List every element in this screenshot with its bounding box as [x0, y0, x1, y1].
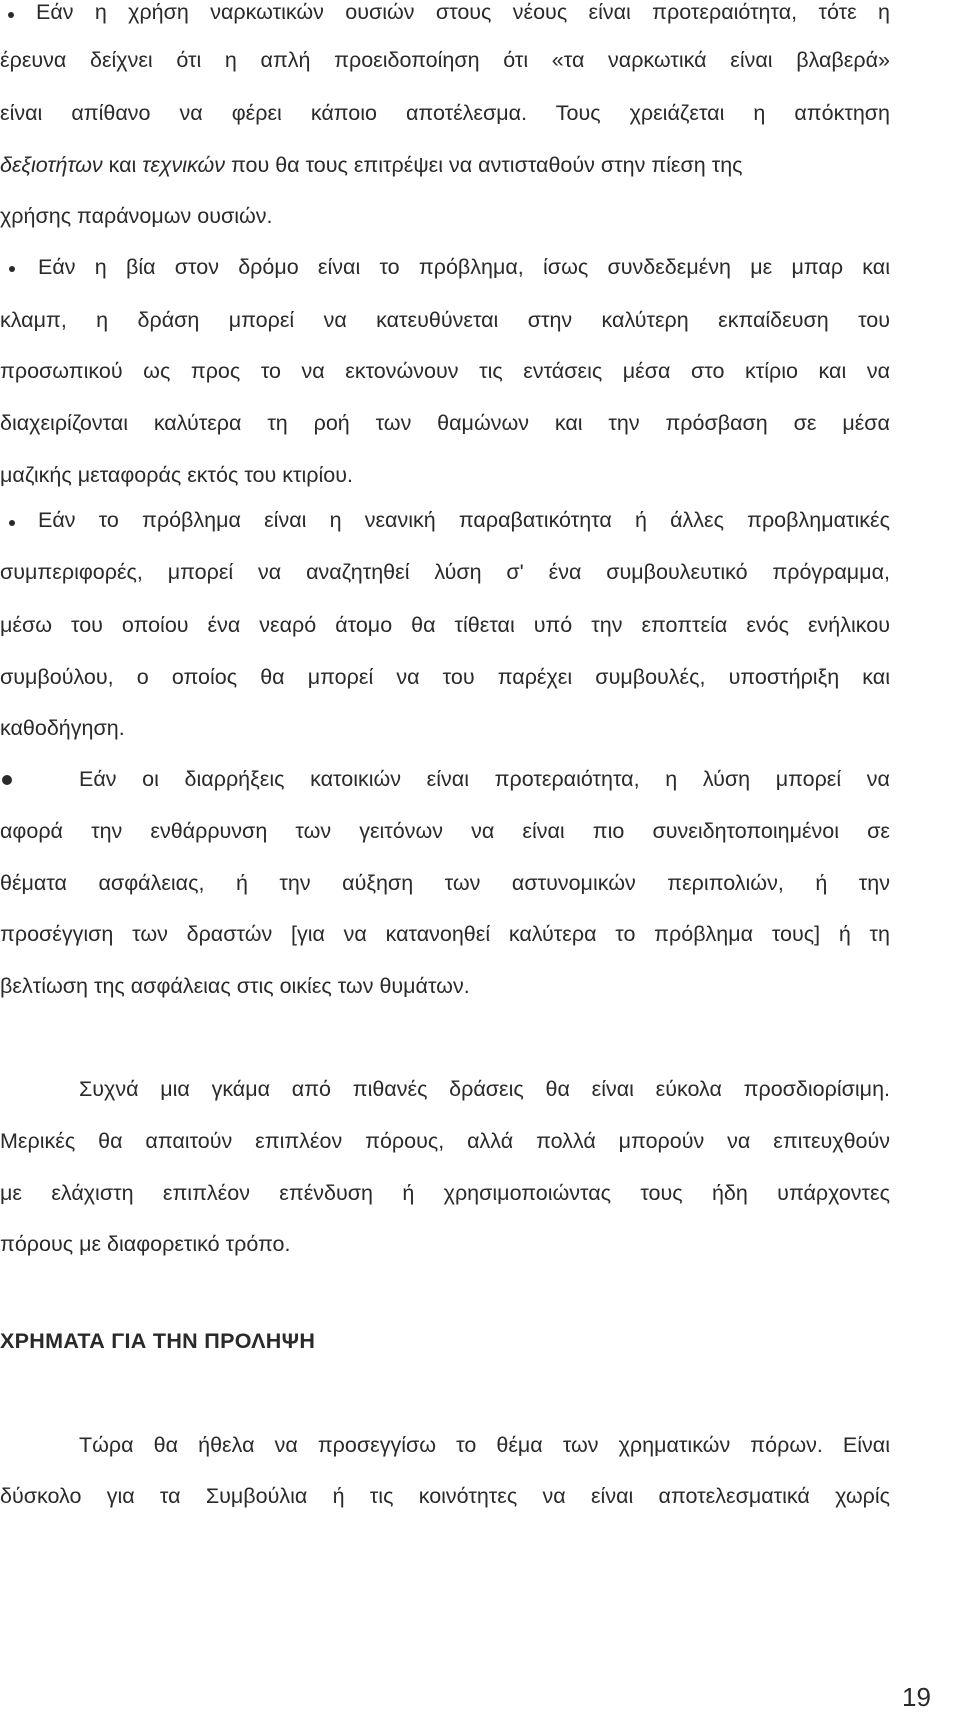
emphasis-text: δεξιοτήτων	[0, 153, 103, 177]
text-line: Εάν η χρήση ναρκωτικών ουσιών στους νέους είναι προτεραιότητα, τότε η	[36, 0, 890, 24]
text-line: Εάν οι διαρρήξεις κατοικιών είναι προτεραιότητα, η λύση μπορεί να	[79, 767, 890, 791]
bullet-marker	[9, 520, 15, 526]
paragraph-line: πόρους με διαφορετικό τρόπο.	[0, 1232, 291, 1256]
page-number: 19	[902, 1682, 931, 1712]
text-line: κλαμπ, η δράση μπορεί να κατευθύνεται στην καλύτερη εκπαίδευση του	[0, 308, 890, 332]
text-line: έρευνα δείχνει ότι η απλή προειδοποίηση ότι «τα ναρκωτικά είναι βλαβερά»	[0, 48, 890, 72]
text-line: βελτίωση της ασφάλειας στις οικίες των θυμάτων.	[0, 974, 470, 998]
bullet-marker	[8, 12, 14, 18]
text-line: Εάν το πρόβλημα είναι η νεανική παραβατικότητα ή άλλες προβληματικές	[38, 508, 890, 532]
text-line	[0, 151, 890, 179]
text-line: αφορά την ενθάρρυνση των γειτόνων να είναι πιο συνειδητοποιημένοι σε	[0, 819, 890, 843]
text-fragment: και	[102, 153, 143, 177]
paragraph-line: με ελάχιστη επιπλέον επένδυση ή χρησιμοποιώντας τους ήδη υπάρχοντες	[0, 1181, 890, 1205]
bullet-marker	[9, 266, 15, 272]
section-heading: ΧΡΗΜΑΤΑ ΓΙΑ ΤΗΝ ΠΡΟΛΗΨΗ	[0, 1329, 316, 1353]
text-line: συμβούλου, ο οποίος θα μπορεί να του παρέχει συμβουλές, υποστήριξη και	[0, 665, 890, 689]
text-line: Εάν η βία στον δρόμο είναι το πρόβλημα, ίσως συνδεδεμένη με μπαρ και	[38, 255, 890, 279]
text-line: προσωπικού ως προς το να εκτονώνουν τις εντάσεις μέσα στο κτίριο και να	[0, 359, 890, 383]
text-line: μέσω του οποίου ένα νεαρό άτομο θα τίθεται υπό την εποπτεία ενός ενήλικου	[0, 613, 890, 637]
bullet-marker	[2, 775, 12, 785]
paragraph-line: Συχνά μια γκάμα από πιθανές δράσεις θα είναι εύκολα προσδιορίσιμη.	[79, 1077, 890, 1101]
emphasis-text: τεχνικών	[142, 153, 226, 177]
paragraph-line: Μερικές θα απαιτούν επιπλέον πόρους, αλλά πολλά μπορούν να επιτευχθούν	[0, 1129, 890, 1153]
paragraph-line: δύσκολο για τα Συμβούλια ή τις κοινότητες να είναι αποτελεσματικά χωρίς	[0, 1484, 890, 1508]
text-line: προσέγγιση των δραστών [για να κατανοηθεί καλύτερα το πρόβλημα τους] ή τη	[0, 922, 890, 946]
paragraph-line: Τώρα θα ήθελα να προσεγγίσω το θέμα των χρηματικών πόρων. Είναι	[79, 1433, 890, 1457]
text-line: διαχειρίζονται καλύτερα τη ροή των θαμώνων και την πρόσβαση σε μέσα	[0, 411, 890, 435]
text-fragment: που θα τους επιτρέψει να αντισταθούν στην πίεση της	[225, 153, 743, 177]
text-line: καθοδήγηση.	[0, 716, 125, 740]
text-line: είναι απίθανο να φέρει κάποιο αποτέλεσμα. Τους χρειάζεται η απόκτηση	[0, 101, 890, 125]
text-line: συμπεριφορές, μπορεί να αναζητηθεί λύση σ' ένα συμβουλευτικό πρόγραμμα,	[0, 560, 890, 584]
text-line: θέματα ασφάλειας, ή την αύξηση των αστυνομικών περιπολιών, ή την	[0, 871, 890, 895]
text-line: χρήσης παράνομων ουσιών.	[0, 204, 273, 228]
text-line: μαζικής μεταφοράς εκτός του κτιρίου.	[0, 463, 353, 487]
